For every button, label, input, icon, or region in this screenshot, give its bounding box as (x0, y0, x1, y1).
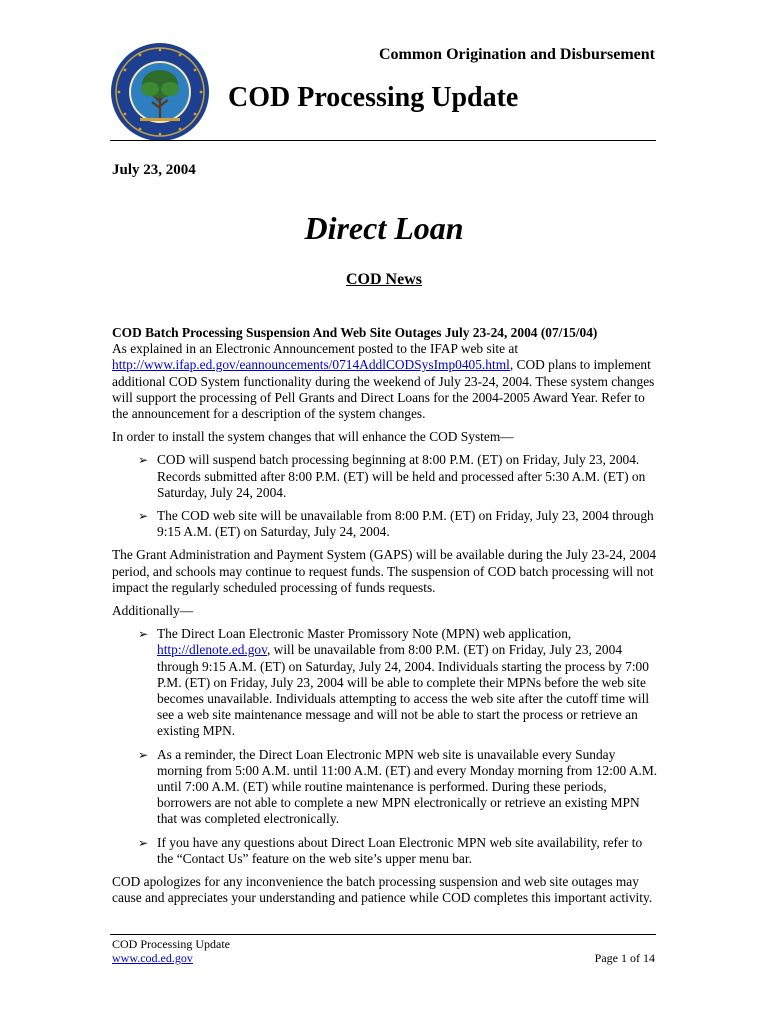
bullet-text: The COD web site will be unavailable from 8:00 P.M. (ET) on Friday, July 23, 2004 through 9:15 A.M. (ET) on Saturday, July 24, 2004. (157, 508, 654, 540)
department-of-education-seal-icon (110, 42, 210, 142)
footer-divider (110, 934, 656, 935)
publication-date: July 23, 2004 (112, 162, 196, 178)
intro-paragraph (112, 341, 658, 422)
arrow-bullet-icon: ➢ (138, 627, 149, 642)
mpn-text-after: , will be unavailable from 8:00 P.M. (ET) on Friday, July 23, 2004 through 9:15 A.M. (ET) on Saturday, July 24, 2004. Individuals starting the process by 7:00 P.M. (ET) on Friday, July 23, 2004 will be able to complete their MPNs before the web site becomes unavailable. Individuals attempting to access the web site after the cutoff time will see a web site maintenance message and will not be able to start the process or retrieve an existing MPN. (157, 642, 650, 739)
section-title: COD News (346, 271, 422, 288)
list-item (112, 452, 658, 501)
program-title: Direct Loan (304, 210, 464, 246)
header-divider (110, 140, 656, 141)
list-item (112, 626, 658, 739)
additionally-label: Additionally— (112, 603, 194, 619)
arrow-bullet-icon: ➢ (138, 453, 149, 468)
article-heading: COD Batch Processing Suspension And Web Site Outages July 23-24, 2004 (07/15/04) (112, 325, 598, 340)
article-body (112, 325, 658, 914)
intro-text-before: As explained in an Electronic Announcement posted to the IFAP web site at (112, 341, 519, 357)
arrow-bullet-icon: ➢ (138, 747, 149, 762)
mpn-text-before: The Direct Loan Electronic Master Promissory Note (MPN) web application, (157, 626, 572, 642)
ifap-announcement-link[interactable]: http://www.ifap.ed.gov/eannouncements/0714AddlCODSysImp0405.html (112, 357, 510, 373)
bullet-text: As a reminder, the Direct Loan Electronic MPN web site is unavailable every Sunday morning from 5:00 A.M. until 11:00 A.M. (ET) and every Monday morning from 12:00 A.M. until 7:00 A.M. (ET) while routine maintenance is performed. During these periods, borrowers are not able to complete a new MPN electronically or retrieve an existing MPN that was completed electronically. (157, 746, 658, 827)
organization-name: Common Origination and Disbursement (378, 46, 655, 63)
closing-paragraph: COD apologizes for any inconvenience the batch processing suspension and web site outages may cause and appreciates your understanding and patience while COD completes this important activity. (112, 874, 653, 906)
install-intro: In order to install the system changes that will enhance the COD System— (112, 429, 514, 445)
list-item (112, 747, 658, 828)
bullet-text: COD will suspend batch processing beginning at 8:00 P.M. (ET) on Friday, July 23, 2004. Records submitted after 8:00 P.M. (ET) will be held and processed after 5:30 A.M. (ET) on Saturday, July 24, 2004. (157, 452, 646, 500)
bullet-text: If you have any questions about Direct Loan Electronic MPN web site availability, refer to the “Contact Us” feature on the web site’s upper menu bar. (157, 834, 643, 866)
intro-text-after: , COD plans to implement additional COD System functionality during the weekend of July 23-24, 2004. These system changes will support the processing of Pell Grants and Direct Loans for the 2004-2005 Award Year. Refer to the announcement for a description of the system changes. (112, 357, 655, 422)
page-number: Page 1 of 14 (594, 951, 655, 965)
footer-title: COD Processing Update (112, 937, 230, 951)
arrow-bullet-icon: ➢ (138, 509, 149, 524)
page-title: COD Processing Update (228, 82, 519, 113)
additional-bullet-list (112, 626, 658, 867)
dlenote-link[interactable]: http://dlenote.ed.gov (157, 642, 267, 658)
arrow-bullet-icon: ➢ (138, 835, 149, 850)
list-item (112, 835, 658, 867)
footer-website-link[interactable]: www.cod.ed.gov (112, 951, 193, 965)
install-bullet-list (112, 452, 658, 540)
list-item (112, 508, 658, 540)
gaps-paragraph: The Grant Administration and Payment System (GAPS) will be available during the July 23-24, 2004 period, and schools may continue to request funds. The suspension of COD batch processing will not impact the regularly scheduled processing of funds requests. (112, 547, 657, 595)
